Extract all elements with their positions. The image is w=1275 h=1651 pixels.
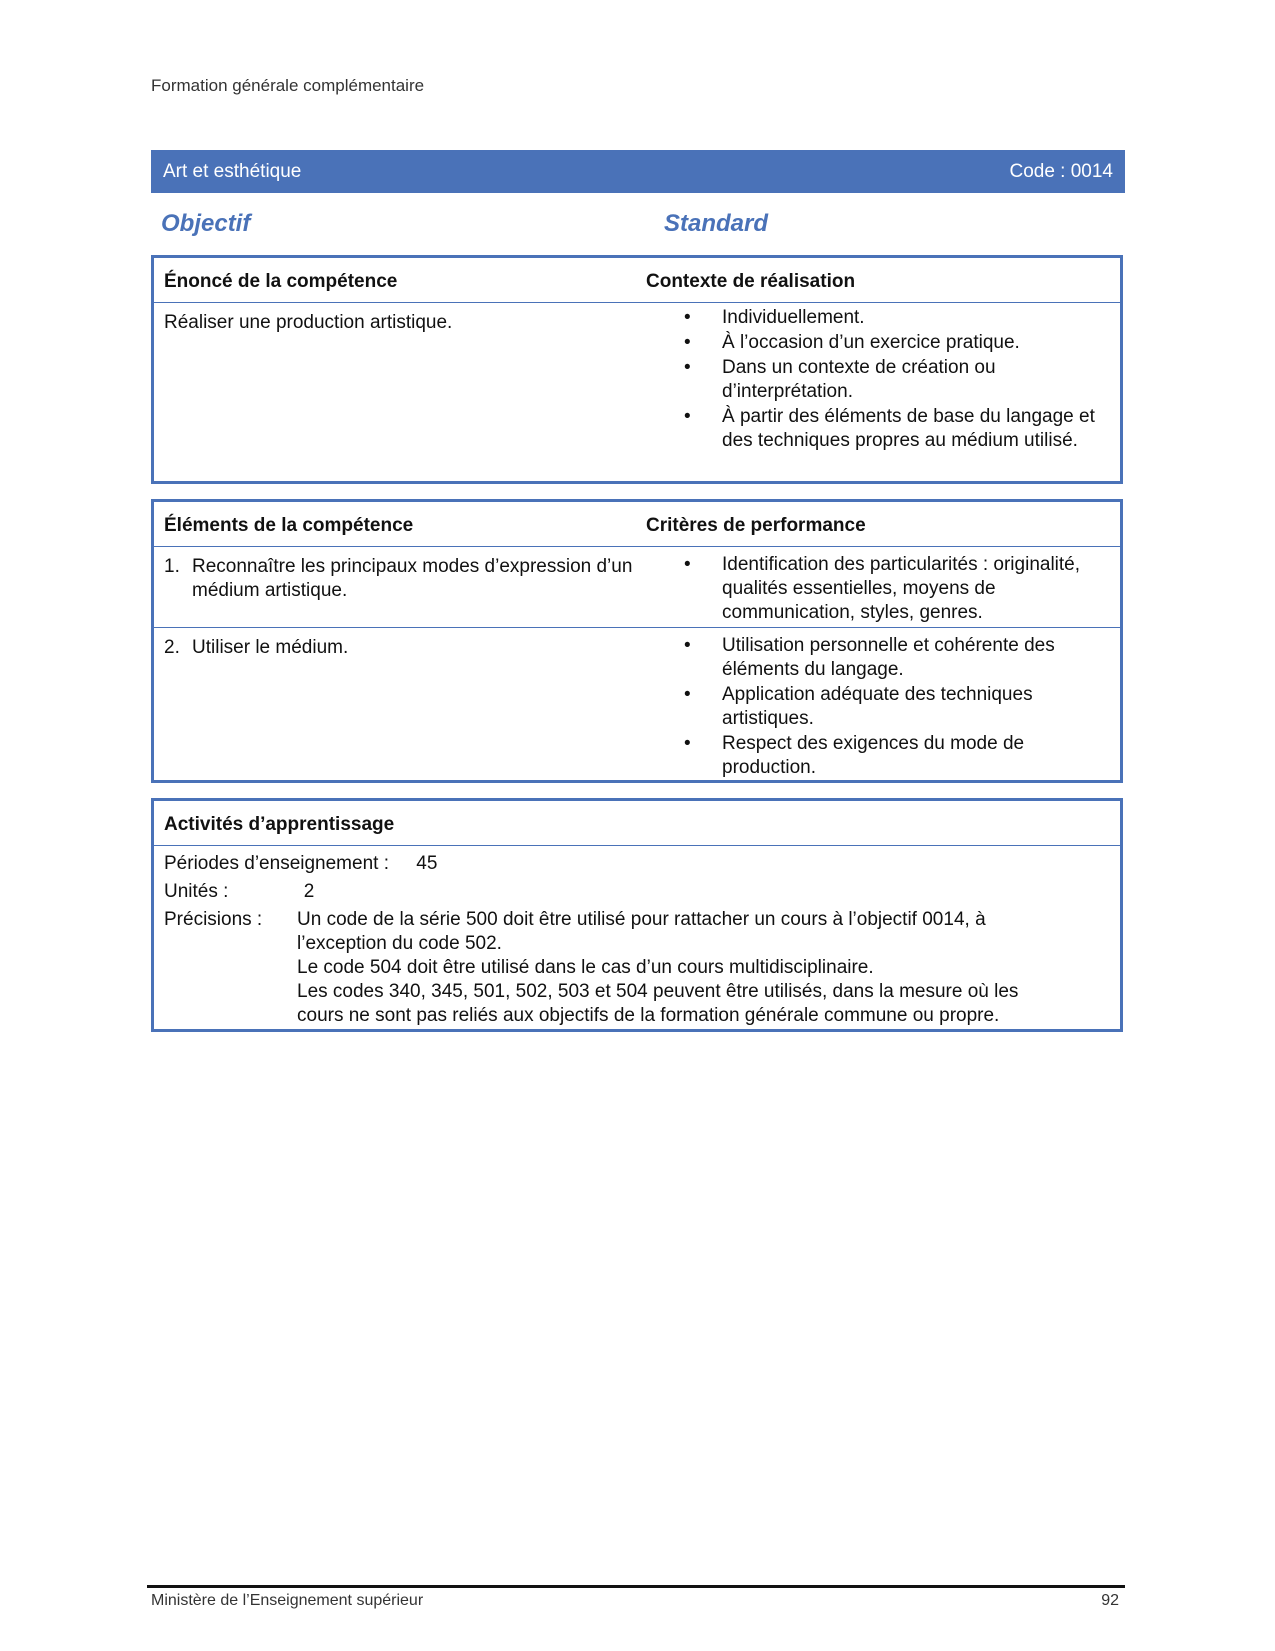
precision-line: Les codes 340, 345, 501, 502, 503 et 504 peuvent être utilisés, dans la mesure où les [297, 981, 1019, 1002]
bullet-icon: • [684, 406, 691, 427]
criteria-item [684, 683, 1116, 731]
criteria-item [684, 732, 1116, 780]
standard-heading: Standard [664, 210, 769, 237]
precision-line: Un code de la série 500 doit être utilisé pour rattacher un cours à l’objectif 0014, à [297, 909, 986, 930]
competence-elements-box [151, 499, 1123, 783]
element-text: Utiliser le médium. [192, 637, 349, 658]
bullet-icon: • [684, 684, 691, 705]
element-number: 1. [164, 556, 180, 577]
context-text: Individuellement. [722, 307, 865, 328]
criteria-text: Identification des particularités : originalité, qualités essentielles, moyens de communication, styles, genres. [722, 554, 1081, 623]
footer-ministry: Ministère de l’Enseignement supérieur [151, 1592, 424, 1609]
units-value: 2 [303, 881, 315, 902]
context-item [684, 356, 1116, 404]
activities-heading: Activités d’apprentissage [164, 814, 395, 835]
competence-elements-header [154, 502, 1120, 547]
course-code: Code : 0014 [1009, 160, 1113, 182]
units-label: Unités : [164, 881, 229, 902]
context-text: Dans un contexte de création ou d’interprétation. [722, 357, 996, 402]
element-number: 2. [164, 637, 180, 658]
competence-statement-header [154, 258, 1120, 303]
objective-standard-row [161, 210, 1121, 238]
objectif-heading: Objectif [161, 210, 251, 237]
criteria-list [684, 634, 1116, 781]
bullet-icon: • [684, 307, 691, 328]
context-heading: Contexte de réalisation [646, 271, 856, 292]
criteria-heading: Critères de performance [646, 515, 866, 536]
element-row [154, 547, 1120, 628]
periods-value: 45 [416, 853, 438, 874]
units-line [164, 880, 314, 904]
learning-activities-box [151, 798, 1123, 1032]
context-item [684, 405, 1116, 453]
context-text: À partir des éléments de base du langage et des techniques propres au médium utilisé. [722, 406, 1095, 451]
criteria-text: Application adéquate des techniques artistiques. [722, 684, 1033, 729]
periods-label: Périodes d’enseignement : [164, 853, 389, 874]
bullet-icon: • [684, 733, 691, 754]
competence-statement-box [151, 255, 1123, 484]
element-row [154, 628, 1120, 783]
title-bar [151, 150, 1125, 193]
precision-line: Le code 504 doit être utilisé dans le cas d’un cours multidisciplinaire. [297, 957, 874, 978]
precision-line: cours ne sont pas reliés aux objectifs de la formation générale commune ou propre. [297, 1005, 1000, 1026]
criteria-list [684, 553, 1116, 626]
activities-body [154, 846, 1120, 1026]
learning-activities-header [154, 801, 1120, 846]
criteria-item [684, 634, 1116, 682]
criteria-text: Respect des exigences du mode de production. [722, 733, 1025, 778]
page-number: 92 [1101, 1592, 1119, 1609]
bullet-icon: • [684, 635, 691, 656]
footer-rule [147, 1585, 1125, 1588]
statement-heading: Énoncé de la compétence [164, 271, 398, 292]
context-item [684, 331, 1116, 355]
statement-row [154, 303, 1120, 483]
bullet-icon: • [684, 357, 691, 378]
criteria-item [684, 553, 1116, 625]
periods-line [164, 852, 437, 876]
element-text: Reconnaître les principaux modes d’expression d’un médium artistique. [192, 556, 633, 601]
criteria-text: Utilisation personnelle et cohérente des éléments du langage. [722, 635, 1055, 680]
running-header: Formation générale complémentaire [151, 76, 425, 95]
precisions-text [297, 908, 1097, 1028]
course-title: Art et esthétique [163, 160, 302, 182]
competence-statement: Réaliser une production artistique. [164, 312, 453, 333]
bullet-icon: • [684, 332, 691, 353]
context-list [684, 306, 1116, 454]
context-text: À l’occasion d’un exercice pratique. [722, 332, 1020, 353]
context-item [684, 306, 1116, 330]
elements-heading: Éléments de la compétence [164, 515, 414, 536]
precisions-label: Précisions : [164, 909, 263, 930]
precision-line: l’exception du code 502. [297, 933, 502, 954]
bullet-icon: • [684, 554, 691, 575]
